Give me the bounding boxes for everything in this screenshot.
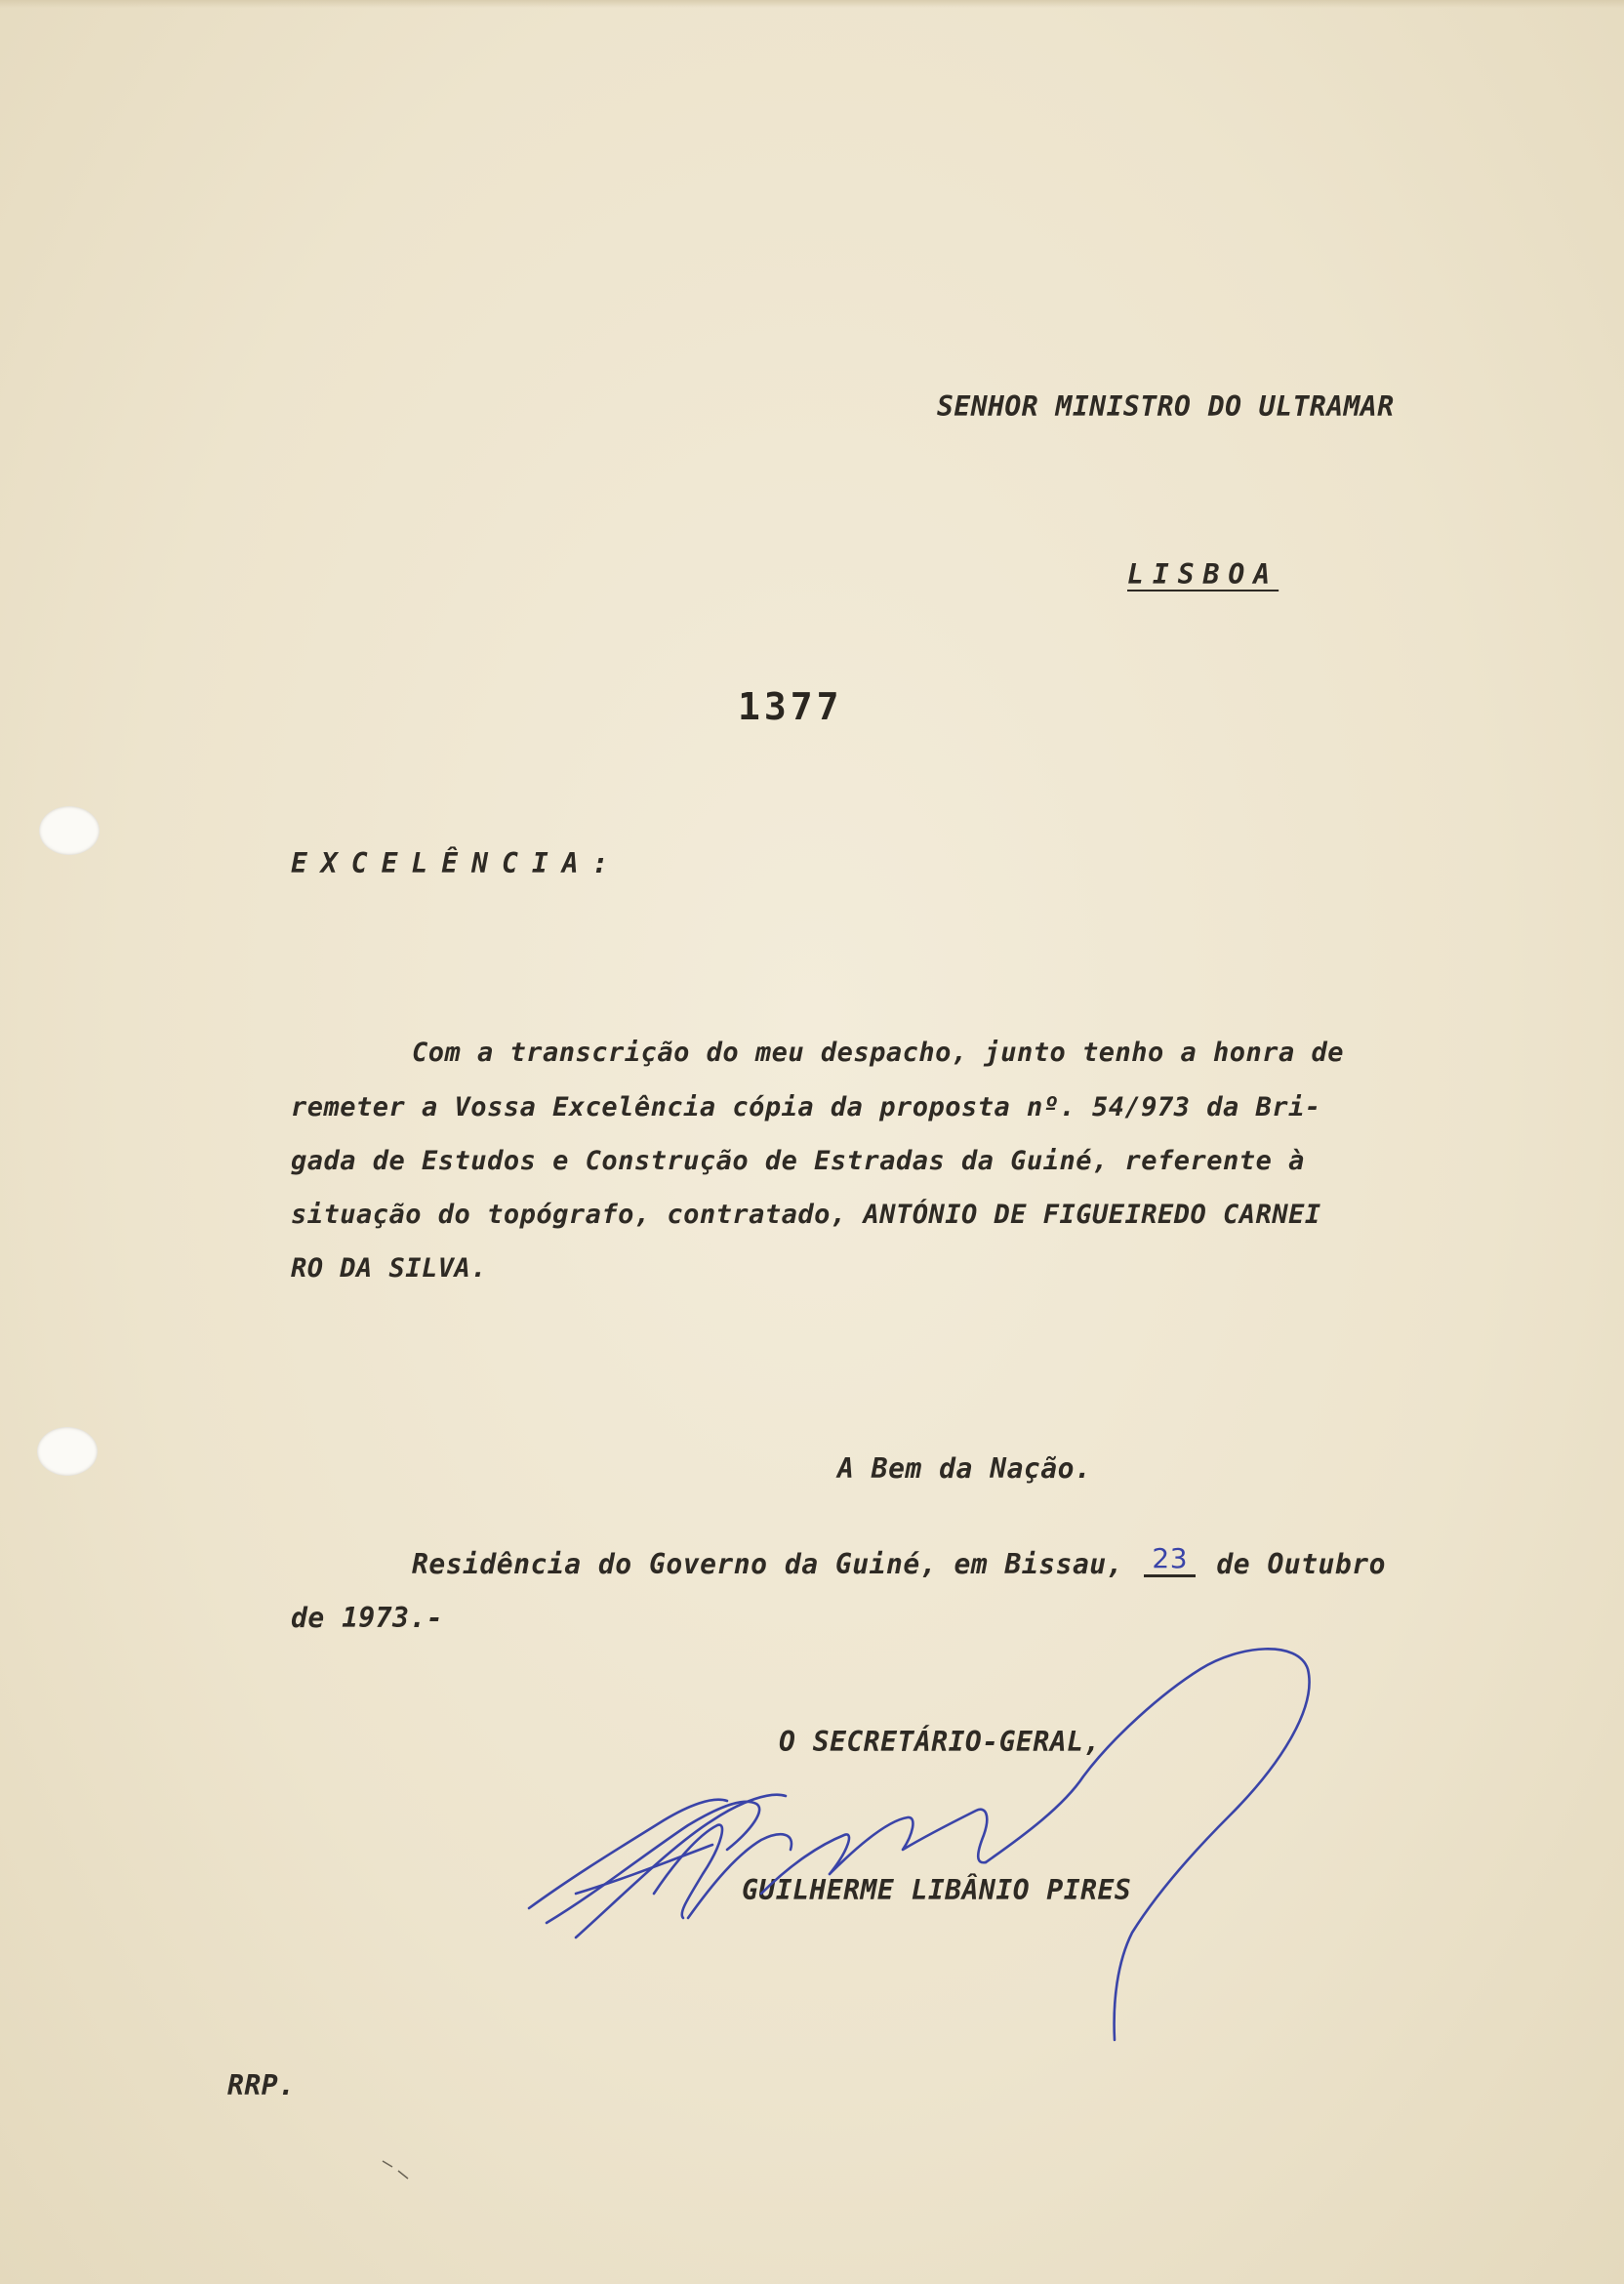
- handwritten-day: 23: [1144, 1542, 1196, 1577]
- place-date-suffix: de Outubro: [1216, 1548, 1386, 1580]
- reference-number: 1377: [738, 685, 843, 728]
- body-line-4: situação do topógrafo, contratado, ANTÓNIO DE FIGUEIREDO CARNEI: [291, 1200, 1321, 1230]
- handwritten-signature: [517, 1601, 1318, 2050]
- punch-hole-top: [39, 806, 100, 855]
- body-line-2: remeter a Vossa Excelência cópia da proposta nº. 54/973 da Bri-: [291, 1092, 1321, 1122]
- punch-hole-bottom: [37, 1427, 98, 1476]
- stray-mark: [381, 2157, 420, 2186]
- place-date-prefix: Residência do Governo da Guiné, em Bissau,: [412, 1548, 1124, 1580]
- city: LISBOA: [1127, 558, 1279, 591]
- signer-title: O SECRETÁRIO-GERAL,: [779, 1726, 1101, 1758]
- place-date-line-2: de 1973.-: [291, 1602, 444, 1634]
- body-line-5: RO DA SILVA.: [291, 1253, 488, 1284]
- closing-formula: A Bem da Nação.: [837, 1452, 1092, 1485]
- signer-name: GUILHERME LIBÂNIO PIRES: [742, 1874, 1132, 1906]
- body-line-1: Com a transcrição do meu despacho, junto tenho a honra de: [412, 1038, 1345, 1068]
- typist-initials: RRP.: [227, 2069, 296, 2101]
- salutation: EXCELÊNCIA:: [291, 847, 623, 879]
- paper-edge: [0, 0, 1624, 8]
- body-line-3: gada de Estudos e Construção de Estradas da Guiné, referente à: [291, 1146, 1305, 1176]
- place-date-line-1: [412, 1542, 1386, 1583]
- addressee: SENHOR MINISTRO DO ULTRAMAR: [937, 390, 1395, 423]
